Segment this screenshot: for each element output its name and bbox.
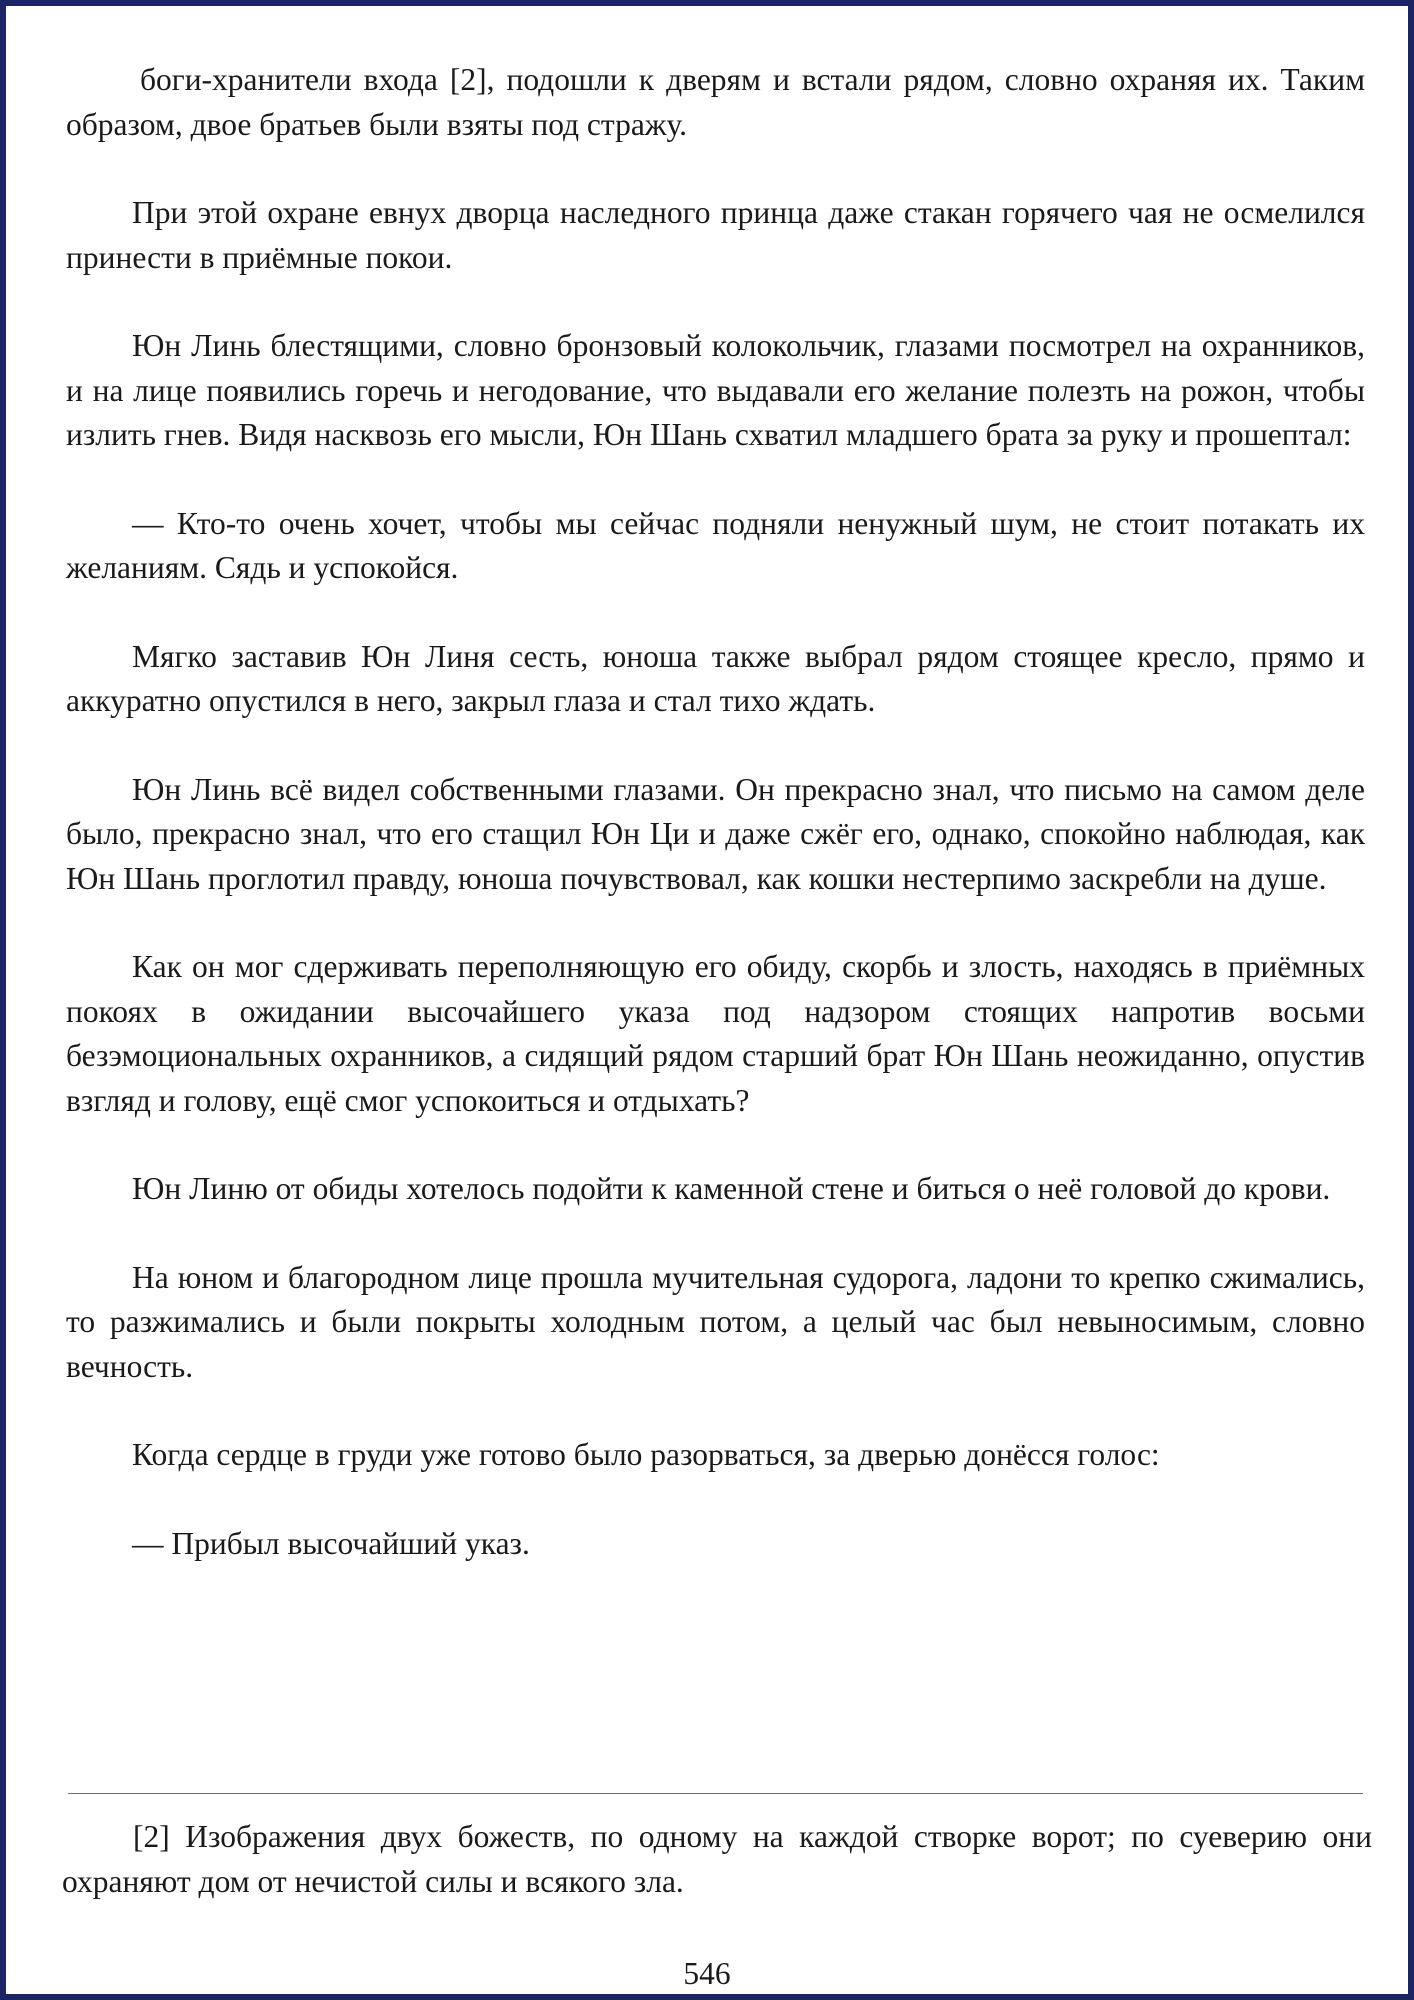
paragraph: На юном и благородном лице прошла мучительная судорога, ладони то крепко сжимались, то разжимались и были покрыты холодным потом, а целый час был невыносимым, словно вечность. xyxy=(66,1259,1365,1384)
paragraph: Как он мог сдерживать переполняющую его обиду, скорбь и злость, находясь в приёмных покоях в ожидании высочайшего указа под надзором стоящих напротив восьми безэмоциональных охранников, а сидящий рядом старший брат Юн Шань неожиданно, опустив взгляд и голову, ещё смог успокоиться и отдыхать? xyxy=(66,949,1365,1118)
paragraph: Юн Линь блестящими, словно бронзовый колокольчик, глазами посмотрел на охранников, и на лице появились горечь и негодование, что выдавали его желание полезть на рожон, чтобы излить гнев. Видя насквозь его мысли, Юн Шань схватил младшего брата за руку и прошептал: xyxy=(66,328,1365,452)
paragraph: Юн Линю от обиды хотелось подойти к каменной стене и биться о неё головой до крови. xyxy=(132,1171,1331,1206)
paragraph: — Прибыл высочайший указ. xyxy=(132,1525,530,1561)
paragraph: Мягко заставив Юн Линя сесть, юноша также выбрал рядом стоящее кресло, прямо и аккуратно опустился в него, закрыл глаза и стал тихо ждать. xyxy=(66,638,1365,718)
page-number: 546 xyxy=(683,1956,731,1991)
paragraph: Юн Линь всё видел собственными глазами. Он прекрасно знал, что письмо на самом деле было, прекрасно знал, что его стащил Юн Ци и даже сжёг его, однако, спокойно наблюдая, как Юн Шань проглотил правду, юноша почувствовал, как кошки нестерпимо заскребли на душе. xyxy=(66,771,1365,896)
paragraph: — Кто-то очень хочет, чтобы мы сейчас подняли ненужный шум, не стоит потакать их желаниям. Сядь и успокойся. xyxy=(66,505,1365,585)
main-text xyxy=(66,58,1365,1610)
paragraph: Когда сердце в груди уже готово было разорваться, за дверью донёсся голос: xyxy=(132,1437,1160,1472)
paragraph: боги-хранители входа [2], подошли к дверям и встали рядом, словно охраняя их. Таким образом, двое братьев были взяты под стражу. xyxy=(66,62,1365,142)
paragraph: При этой охране евнух дворца наследного принца даже стакан горячего чая не осмелился принести в приёмные покои. xyxy=(66,195,1365,275)
footnote: [2] Изображения двух божеств, по одному на каждой створке ворот; по суеверию они охраняют дом от нечистой силы и всякого зла. xyxy=(62,1819,1372,1899)
footnote-divider xyxy=(68,1793,1363,1794)
